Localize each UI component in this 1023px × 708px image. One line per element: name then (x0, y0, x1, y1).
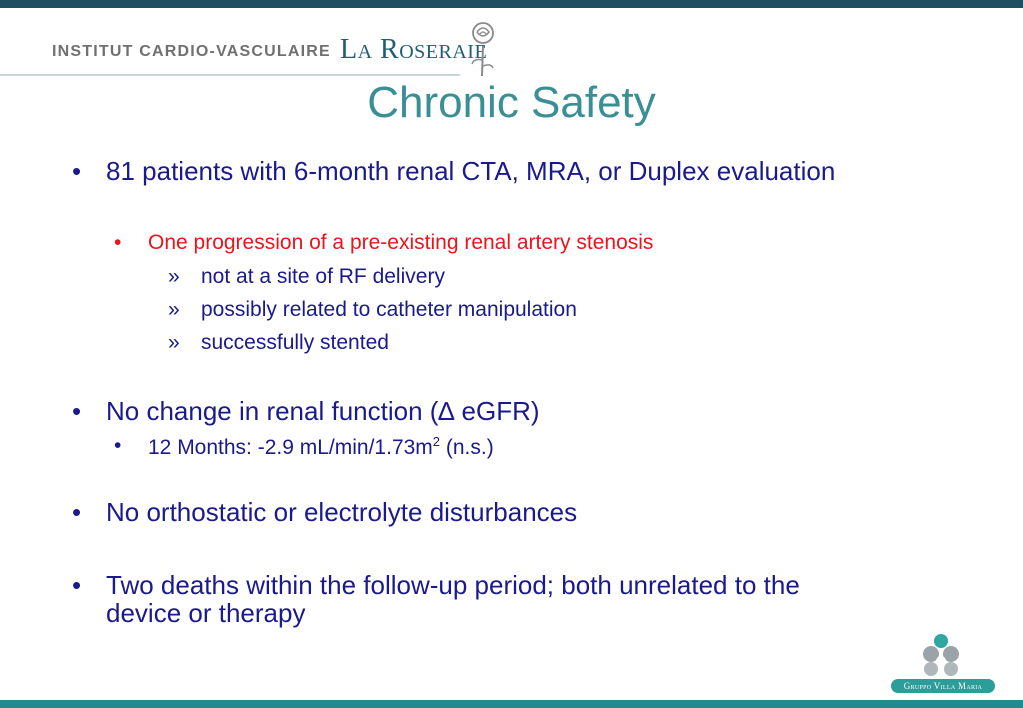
bullet-dot: • (114, 231, 122, 254)
chevron-bullet: » (168, 265, 180, 288)
bullet-dot: • (72, 156, 82, 186)
bullet-dot: • (72, 570, 82, 600)
egfr-main: 12 Months: -2.9 mL/min/1.73m (148, 436, 433, 459)
egfr-superscript: 2 (432, 434, 441, 449)
top-band (0, 0, 1023, 8)
bullet-deaths-line2: device or therapy (106, 598, 306, 628)
bullet-egfr-text (148, 434, 494, 460)
slide-title: Chronic Safety (367, 78, 656, 127)
bullet-orthostatic-text: No orthostatic or electrolyte disturbances (106, 497, 578, 527)
bullet-dot: • (72, 396, 82, 426)
egfr-tail: (n.s.) (440, 436, 494, 459)
bullet-dot: • (114, 434, 122, 457)
sub-item-text: possibly related to catheter manipulation (201, 298, 577, 321)
bullet-renal-function-text: No change in renal function (∆ eGFR) (106, 396, 540, 426)
chevron-bullet: » (168, 331, 180, 354)
group-logo-label: Gruppo Villa Maria (891, 679, 995, 693)
sub-item-text: successfully stented (201, 331, 389, 354)
institute-name: INSTITUT CARDIO-VASCULAIRE (52, 43, 331, 60)
bottom-band (0, 700, 1023, 708)
bullet-deaths-line1: Two deaths within the follow-up period; both unrelated to the (106, 570, 800, 600)
villa-maria-logo-icon (885, 632, 1005, 680)
bullet-progression-text: One progression of a pre-existing renal artery stenosis (148, 231, 654, 254)
header-divider (0, 74, 460, 76)
rose-logo-icon (466, 20, 500, 78)
chevron-bullet: » (168, 298, 180, 321)
bullet-dot: • (72, 497, 82, 527)
bullet-patients-text: 81 patients with 6-month renal CTA, MRA, or Duplex evaluation (106, 156, 836, 186)
sub-item-text: not at a site of RF delivery (201, 265, 445, 288)
brand-name: La Roseraie (340, 34, 488, 65)
